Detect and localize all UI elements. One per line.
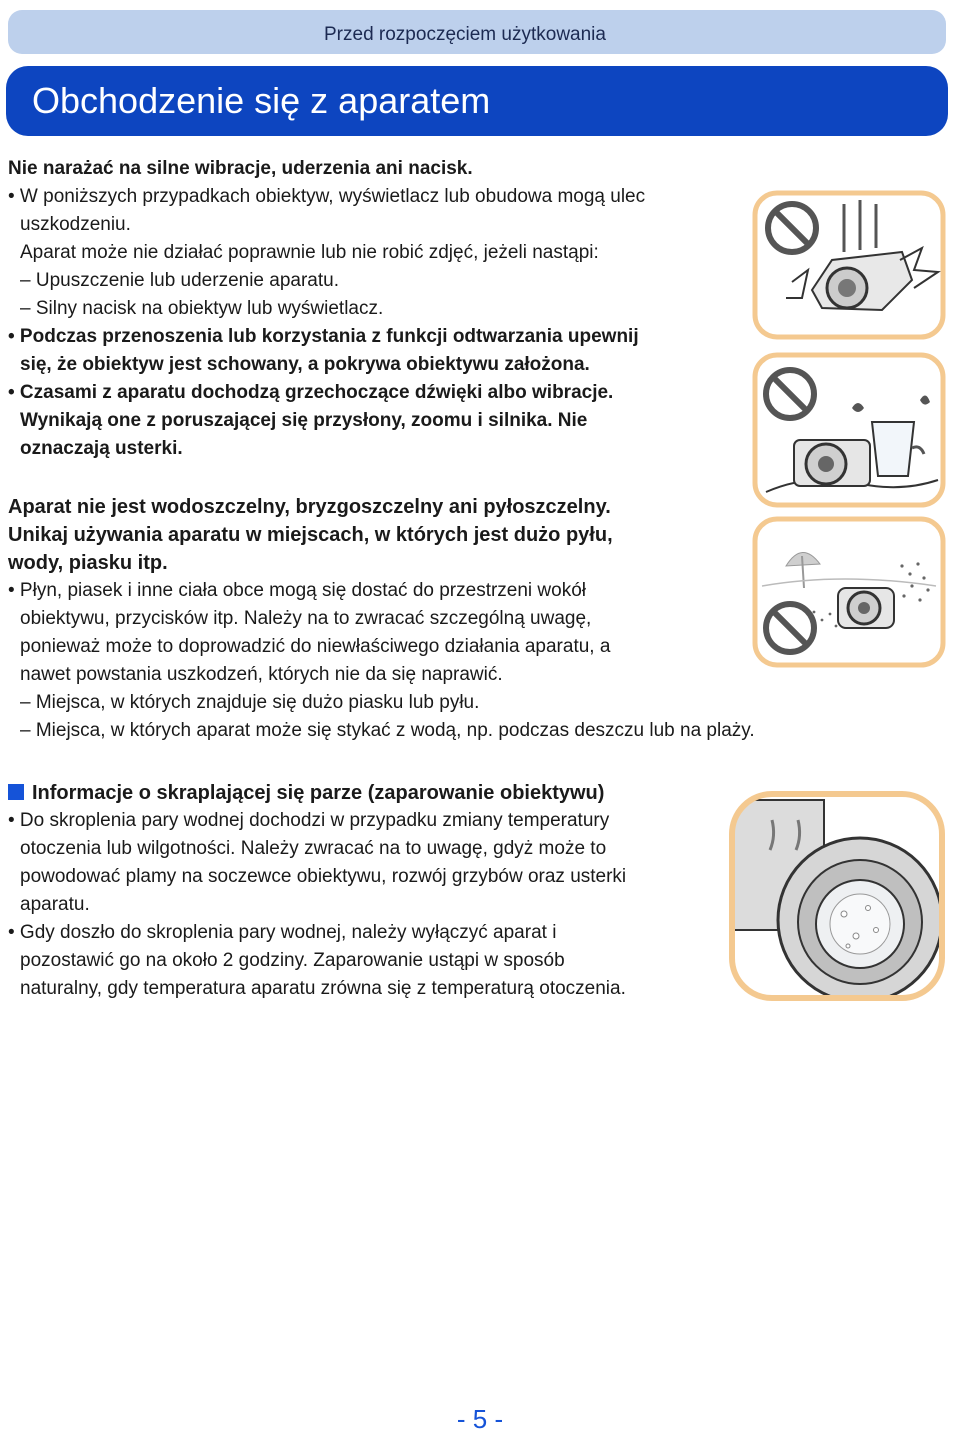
block2-line: • Płyn, piasek i inne ciała obce mogą się dostać do przestrzeni wokół: [8, 580, 587, 601]
block3-line: aparatu.: [20, 894, 90, 915]
title-bar: [6, 66, 948, 136]
block1-line: Aparat może nie działać poprawnie lub nie robić zdjęć, jeżeli nastąpi:: [20, 242, 599, 263]
square-bullet-icon: [8, 784, 24, 800]
block3-heading-text: Informacje o skraplającej się parze (zaparowanie obiektywu): [32, 782, 605, 804]
section-title: Przed rozpoczęciem użytkowania: [324, 24, 606, 45]
dropped-camera-illustration: [752, 190, 946, 340]
block2-line: ponieważ może to doprowadzić do niewłaściwego działania aparatu, a: [20, 636, 611, 657]
page-title: Obchodzenie się z aparatem: [32, 80, 491, 121]
block1-line: • W poniższych przypadkach obiektyw, wyświetlacz lub obudowa mogą ulec: [8, 186, 646, 207]
block2-heading: Aparat nie jest wodoszczelny, bryzgoszczelny ani pyłoszczelny.: [8, 496, 611, 518]
block1-dash-item: – Upuszczenie lub uderzenie aparatu.: [20, 270, 339, 291]
page-number: - 5 -: [456, 1404, 504, 1434]
block2-dash-item: – Miejsca, w których znajduje się dużo piasku lub pyłu.: [20, 692, 480, 713]
block3-line: • Do skroplenia pary wodnej dochodzi w przypadku zmiany temperatury: [8, 810, 610, 831]
block3-line: powodować plamy na soczewce obiektywu, rozwój grzybów oraz usterki: [20, 866, 627, 887]
block3-line: • Gdy doszło do skroplenia pary wodnej, należy wyłączyć aparat i: [8, 922, 557, 943]
block1-line: uszkodzeniu.: [20, 214, 131, 235]
fogged-lens-illustration: [728, 790, 946, 1002]
block3-line: naturalny, gdy temperatura aparatu zrówna się z temperaturą otoczenia.: [20, 978, 626, 999]
block2-dash-item: – Miejsca, w których aparat może się stykać z wodą, np. podczas deszczu lub na plaży.: [20, 720, 755, 741]
block1-heading: Nie narażać na silne wibracje, uderzenia ani nacisk.: [8, 158, 473, 179]
block1-bold-bullet: Wynikają one z poruszającej się przysłony, zoomu i silnika. Nie: [20, 410, 588, 431]
block2-line: nawet powstania uszkodzeń, których nie da się naprawić.: [20, 664, 503, 685]
block2-heading: wody, piasku itp.: [8, 552, 168, 574]
block1-bold-bullet: się, że obiektyw jest schowany, a pokrywa obiektywu założona.: [20, 354, 590, 375]
block3-line: otoczenia lub wilgotności. Należy zwracać na to uwagę, gdyż może to: [20, 838, 607, 859]
block2-line: obiektywu, przycisków itp. Należy na to zwracać szczególną uwagę,: [20, 608, 592, 629]
block1-bold-bullet: • Czasami z aparatu dochodzą grzechoczące dźwięki albo wibracje.: [8, 382, 614, 403]
block1-bold-bullet: • Podczas przenoszenia lub korzystania z funkcji odtwarzania upewnij: [8, 326, 639, 347]
beach-camera-illustration: [752, 516, 946, 668]
block3-heading: [8, 782, 604, 805]
water-camera-illustration: [752, 352, 946, 508]
block1-dash-item: – Silny nacisk na obiektyw lub wyświetlacz.: [20, 298, 384, 319]
block1-bold-bullet: oznaczają usterki.: [20, 438, 183, 459]
block2-heading: Unikaj używania aparatu w miejscach, w których jest dużo pyłu,: [8, 524, 613, 546]
block3-line: pozostawić go na około 2 godziny. Zaparowanie ustąpi w sposób: [20, 950, 565, 971]
